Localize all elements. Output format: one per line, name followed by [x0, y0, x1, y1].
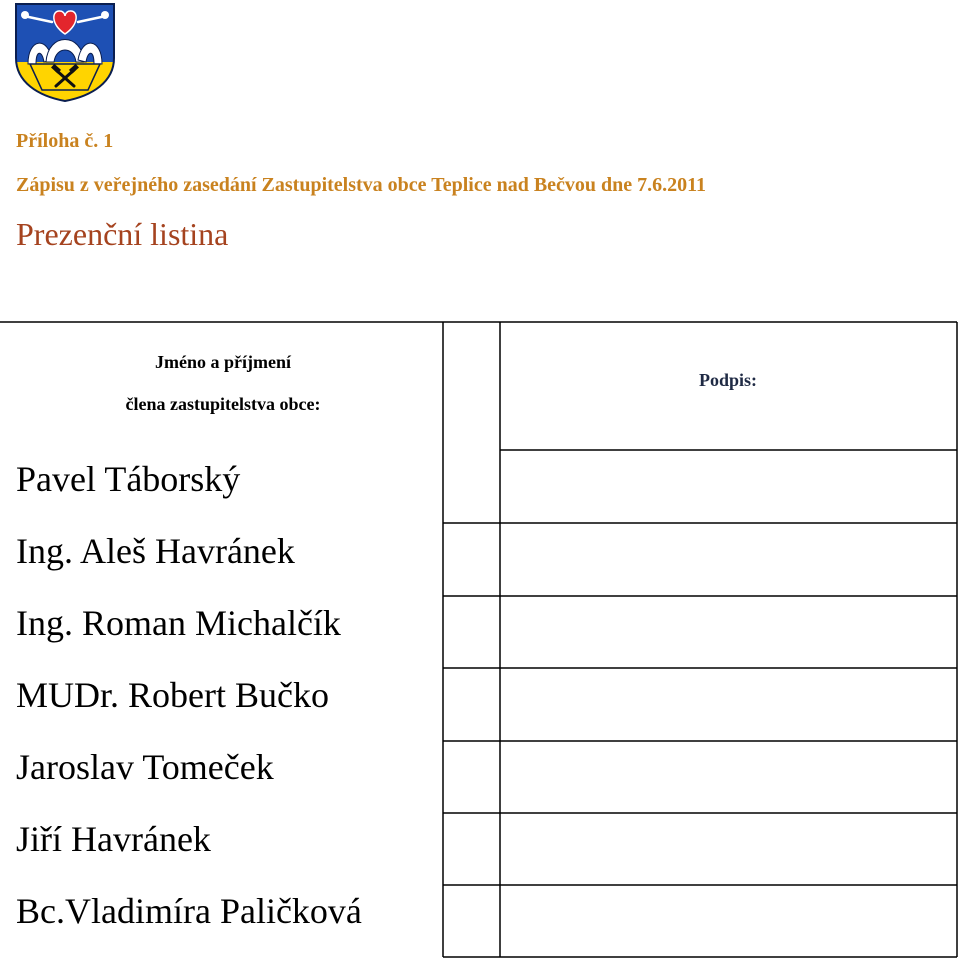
- annex-label: Příloha č. 1: [16, 130, 114, 152]
- member-name: Jaroslav Tomeček: [16, 747, 274, 787]
- header-name-line1: Jméno a příjmení: [155, 352, 291, 372]
- member-name: Bc.Vladimíra Paličková: [16, 891, 362, 931]
- member-name: Ing. Roman Michalčík: [16, 603, 341, 643]
- header-name-line2: člena zastupitelstva obce:: [125, 394, 321, 414]
- member-name: Jiří Havránek: [16, 819, 211, 859]
- member-name: Pavel Táborský: [16, 459, 241, 499]
- member-name: MUDr. Robert Bučko: [16, 675, 329, 715]
- page-title: Prezenční listina: [16, 216, 229, 252]
- header-signature: Podpis:: [698, 370, 758, 390]
- document-subtitle: Zápisu z veřejného zasedání Zastupitelstva obce Teplice nad Bečvou dne 7.6.2011: [16, 174, 707, 196]
- member-name: Ing. Aleš Havránek: [16, 531, 295, 571]
